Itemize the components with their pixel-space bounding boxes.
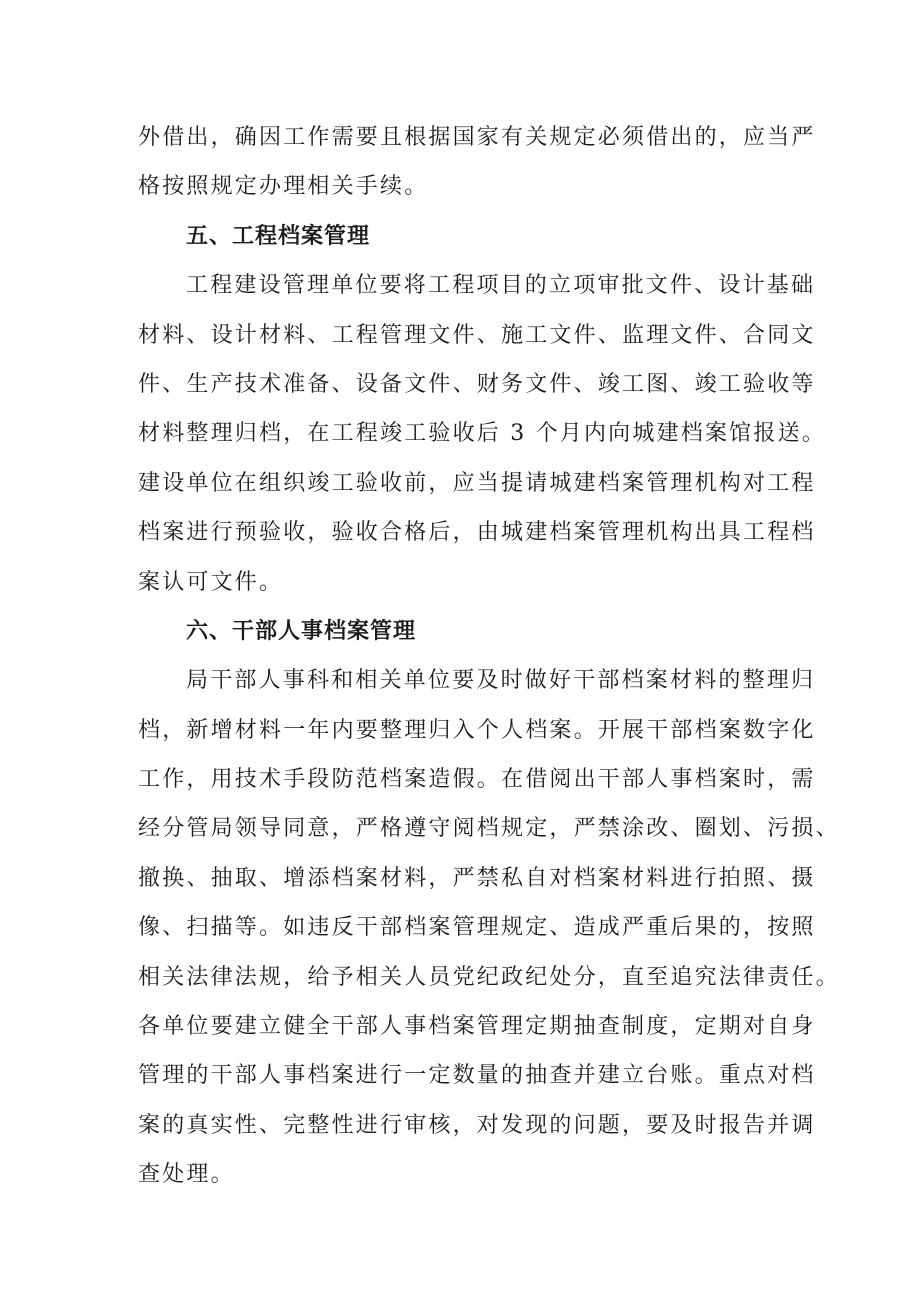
- body-line: 档，新增材料一年内要整理归入个人档案。开展干部档案数字化: [138, 717, 816, 743]
- body-line: 像、扫描等。如违反干部档案管理规定、造成严重后果的，按照: [138, 915, 816, 941]
- body-line: 撤换、抽取、增添档案材料，严禁私自对档案材料进行拍照、摄: [138, 865, 816, 891]
- body-line: 案的真实性、完整性进行审核，对发现的问题，要及时报告并调: [138, 1112, 816, 1138]
- body-line: 查处理。: [138, 1162, 235, 1188]
- body-line: 局干部人事科和相关单位要及时做好干部档案材料的整理归: [186, 668, 816, 694]
- section-heading: 六、干部人事档案管理: [186, 618, 417, 644]
- body-line: 建设单位在组织竣工验收前，应当提请城建档案管理机构对工程: [138, 470, 816, 496]
- body-line: 经分管局领导同意，严格遵守阅档规定，严禁涂改、圈划、污损、: [138, 816, 840, 842]
- body-line: 管理的干部人事档案进行一定数量的抽查并建立台账。重点对档: [138, 1063, 816, 1089]
- body-line: 工作，用技术手段防范档案造假。在借阅出干部人事档案时，需: [138, 767, 816, 793]
- body-line: 工程建设管理单位要将工程项目的立项审批文件、设计基础: [186, 273, 816, 299]
- body-line: 各单位要建立健全干部人事档案管理定期抽查制度，定期对自身: [138, 1014, 816, 1040]
- section-heading: 五、工程档案管理: [186, 223, 371, 249]
- body-line: 外借出，确因工作需要且根据国家有关规定必须借出的，应当严: [138, 125, 816, 150]
- document-body: [138, 113, 840, 1200]
- body-line: 相关法律法规，给予相关人员党纪政纪处分，直至追究法律责任。: [138, 964, 840, 990]
- body-line: 档案进行预验收，验收合格后，由城建档案管理机构出具工程档: [138, 520, 816, 546]
- body-line: 件、生产技术准备、设备文件、财务文件、竣工图、竣工验收等: [138, 371, 816, 397]
- body-line: 格按照规定办理相关手续。: [138, 174, 429, 200]
- body-line: 案认可文件。: [138, 569, 284, 595]
- body-line: 材料、设计材料、工程管理文件、施工文件、监理文件、合同文: [138, 322, 816, 348]
- body-line: 材料整理归档，在工程竣工验收后 3 个月内向城建档案馆报送。: [138, 421, 826, 447]
